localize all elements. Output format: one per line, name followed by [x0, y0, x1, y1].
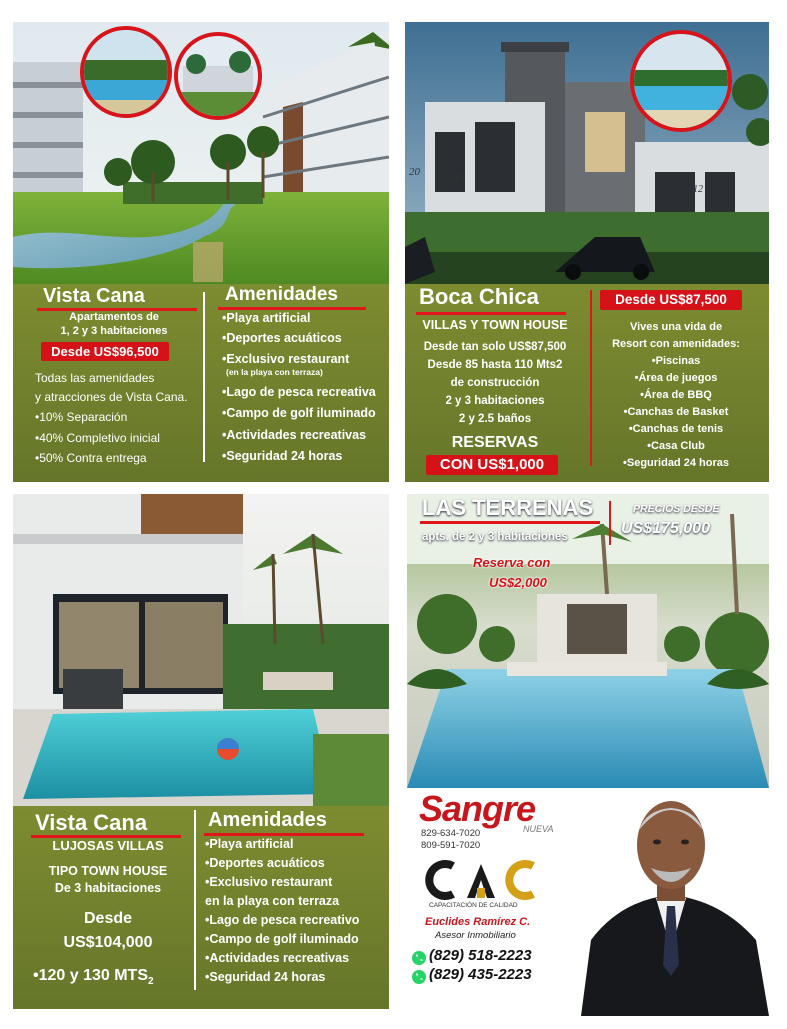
info-line: 2 y 3 habitaciones — [445, 395, 545, 407]
price-label: Desde — [83, 910, 133, 927]
whatsapp-icon — [411, 969, 427, 985]
buildings-inset-photo — [174, 32, 262, 120]
amenity-item: •Campo de golf iluminado — [222, 406, 376, 420]
las-terrenas-title: LAS TERRENAS — [422, 495, 594, 520]
agent-contact-block — [405, 788, 775, 1024]
pool-inset-photo — [80, 26, 172, 118]
amenity-item: •Seguridad 24 horas — [205, 970, 326, 984]
amenity-item: en la playa con terraza — [205, 894, 340, 908]
vista-cana-villas-title: Vista Cana — [35, 810, 148, 835]
reserve-badge: CON US$1,000 — [426, 455, 558, 475]
amenity-item: •Área de juegos — [634, 372, 718, 384]
info-line: •50% Contra entrega — [35, 451, 147, 465]
whatsapp-number: (829) 435-2223 — [429, 966, 532, 983]
amenity-item: •Seguridad 24 horas — [222, 449, 343, 463]
amenity-item: •Área de BBQ — [640, 389, 712, 401]
amenities-title: Amenidades — [208, 809, 327, 831]
info-line: Desde 85 hasta 110 Mts2 — [427, 359, 563, 371]
apartments-subtitle-1: Apartamentos de — [69, 311, 159, 323]
phone-number: 829-634-7020 — [421, 828, 481, 839]
info-line: y atracciones de Vista Cana. — [35, 390, 188, 404]
column-divider — [609, 501, 611, 545]
amenity-item: •Seguridad 24 horas — [623, 457, 729, 469]
resort-pool-inset-photo — [630, 30, 732, 132]
amenity-item: •Actividades recreativas — [222, 428, 367, 442]
amenity-item: Vives una vida de — [629, 321, 723, 333]
amenities-underline — [204, 833, 364, 836]
column-divider — [203, 292, 205, 462]
amenities-title: Amenidades — [225, 284, 338, 305]
vista-cana-resort-photo — [13, 22, 389, 284]
sangre-logo-sub: NUEVA — [523, 824, 554, 834]
column-divider — [194, 810, 196, 990]
house-number: 12 — [693, 184, 703, 195]
vista-cana-villas-panel — [13, 494, 389, 1009]
house-number: 21 — [455, 171, 466, 183]
size-info: •120 y 130 $MTS_2$ — [33, 967, 154, 988]
amenity-item: •Lago de pesca recreativa — [222, 385, 376, 399]
title-underline — [420, 521, 600, 524]
boca-chica-panel — [405, 22, 769, 482]
las-terrenas-subtitle: apts. de 2 y 3 habitaciones — [422, 531, 568, 543]
price-value: US$175,000 — [621, 520, 710, 537]
reserve-label: RESERVAS — [451, 434, 539, 451]
amenity-item: •Deportes acuáticos — [205, 856, 325, 870]
price-badge: Desde US$96,500 — [41, 342, 169, 361]
info-line: •40% Completivo inicial — [35, 431, 160, 445]
vista-cana-title: Vista Cana — [43, 285, 145, 307]
info-line: de construcción — [450, 377, 540, 389]
agent-name: Euclides Ramírez C. — [425, 916, 531, 928]
amenity-item: •Actividades recreativas — [205, 951, 350, 965]
title-underline — [416, 312, 566, 315]
boca-chica-villas-photo — [405, 22, 769, 284]
price-badge: Desde US$87,500 — [600, 290, 742, 310]
info-line: Todas las amenidades — [35, 371, 155, 385]
prices-from-label: PRECIOS DESDE — [633, 503, 720, 515]
info-line: De 3 habitaciones — [54, 881, 162, 895]
phone-number: 809-591-7020 — [421, 840, 481, 851]
price-value: US$104,000 — [63, 934, 153, 951]
reserve-value: US$2,000 — [489, 575, 547, 590]
cac-logo-mark — [423, 858, 543, 902]
amenity-item: •Exclusivo restaurant — [222, 352, 350, 366]
amenity-item: •Canchas de tenis — [628, 423, 724, 435]
villas-subtitle: LUJOSAS VILLAS — [52, 838, 164, 853]
house-number: 20 — [409, 166, 420, 178]
amenity-item: •Playa artificial — [205, 837, 294, 851]
amenity-item: •Playa artificial — [222, 311, 311, 325]
amenity-note: (en la playa con terraza) — [226, 367, 323, 377]
amenity-item: Resort con amenidades: — [612, 338, 740, 350]
amenity-item: •Lago de pesca recreativo — [205, 913, 360, 927]
reserve-label: Reserva con — [473, 555, 551, 570]
amenity-item: •Piscinas — [651, 355, 701, 367]
boca-chica-title: Boca Chica — [419, 284, 539, 309]
villas-info-area — [13, 806, 389, 1009]
boca-chica-info-area — [405, 284, 769, 482]
amenity-item: •Exclusivo restaurant — [205, 875, 333, 889]
apartments-subtitle-2: 1, 2 y 3 habitaciones — [60, 325, 168, 337]
amenity-item: •Deportes acuáticos — [222, 331, 342, 345]
agent-role: Asesor Inmobiliario — [435, 930, 516, 941]
info-line: VILLAS Y TOWN HOUSE — [422, 318, 568, 332]
amenities-underline — [218, 307, 366, 310]
info-line: TIPO TOWN HOUSE — [48, 864, 168, 878]
amenity-item: •Campo de golf iluminado — [205, 932, 359, 946]
info-line: 2 y 2.5 baños — [458, 413, 532, 425]
info-line: •10% Separación — [35, 410, 128, 424]
amenity-item: •Casa Club — [647, 440, 705, 452]
vista-cana-apartments-panel — [13, 22, 389, 482]
info-line: Desde tan solo US$87,500 — [423, 341, 567, 353]
agent-portrait — [581, 790, 769, 1016]
villa-pool-photo — [13, 494, 389, 806]
whatsapp-icon — [411, 950, 427, 966]
sangre-logo-text: Sangre — [419, 788, 536, 829]
cac-tagline: CAPACITACIÓN DE CALIDAD — [429, 902, 518, 909]
amenity-item: •Canchas de Basket — [623, 406, 729, 418]
sangre-logo — [419, 788, 569, 832]
whatsapp-number: (829) 518-2223 — [429, 947, 532, 964]
las-terrenas-panel — [407, 494, 769, 788]
vista-cana-info-area — [13, 284, 389, 482]
cac-logo — [423, 858, 543, 908]
